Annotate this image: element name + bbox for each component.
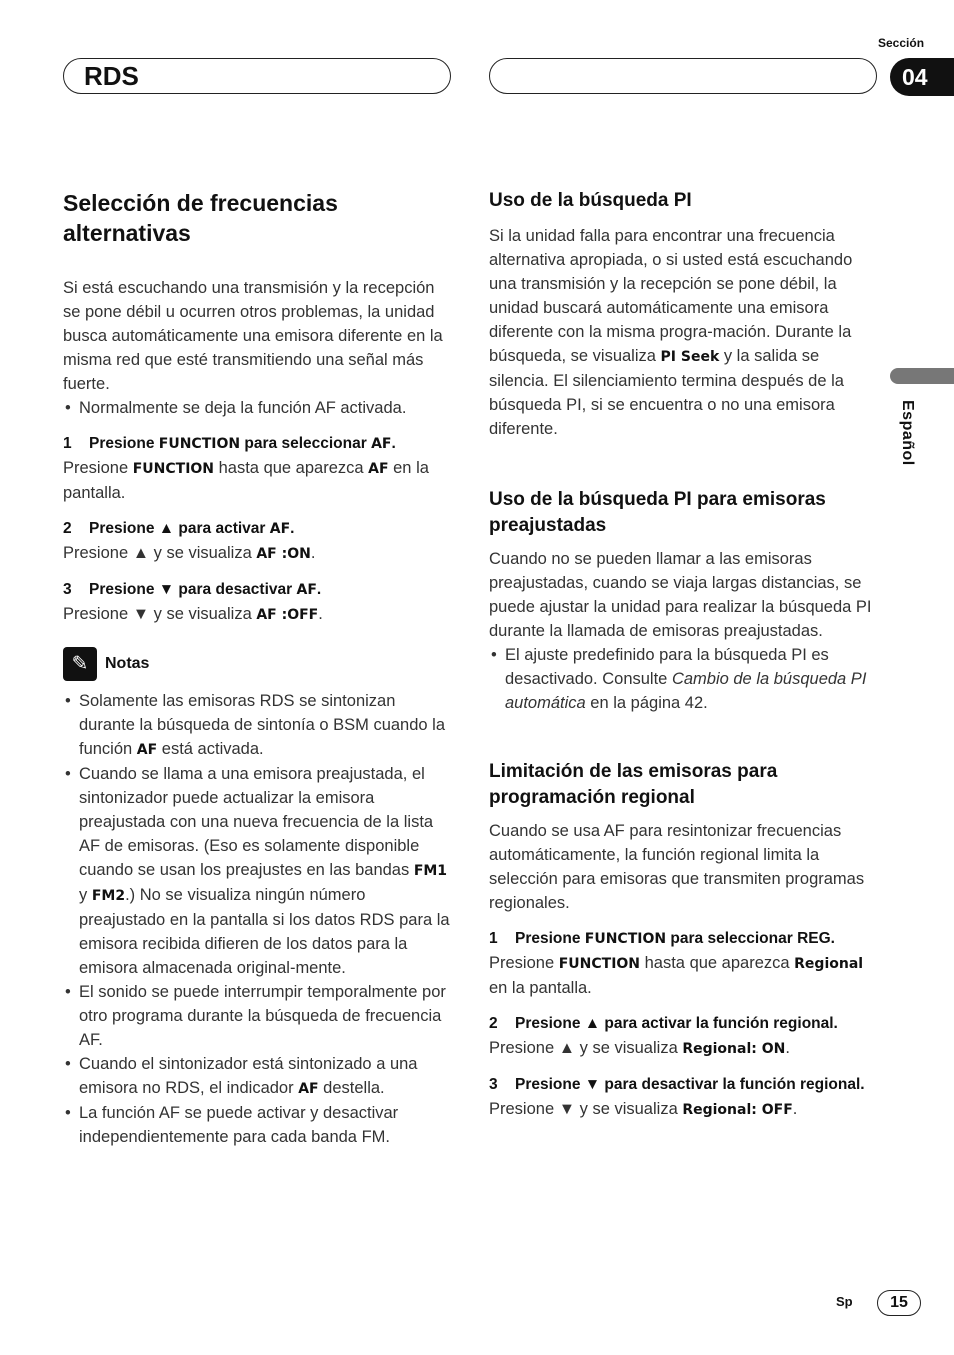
header-pill-left [63, 58, 451, 94]
note-item: • Cuando el sintonizador está sintonizado a una emisora no RDS, el indicador AF destella. [63, 1052, 455, 1101]
regional-body: Cuando se usa AF para resintonizar frecuencias automáticamente, la función regional limita la selección para emisoras que transmiten programas regionales. [489, 822, 865, 912]
note-item: • El sonido se puede interrumpir temporalmente por otro programa durante la búsqueda de frecuencia AF. [63, 980, 455, 1052]
reg-step-2-body: Presione ▲ y se visualiza Regional: ON. [489, 1039, 790, 1057]
af-step-3-heading: 3 Presione ▼ para desactivar AF. [63, 581, 322, 598]
left-column [63, 188, 455, 1149]
right-column [489, 188, 881, 1122]
af-step-1-body: Presione FUNCTION hasta que aparezca AF en la pantalla. [63, 459, 429, 502]
language-tab-bar [890, 368, 954, 384]
pi-preset-bullet: • El ajuste predefinido para la búsqueda PI es desactivado. Consulte Cambio de la búsqueda PI automática en la página 42. [489, 643, 881, 715]
pi-body: Si la unidad falla para encontrar una frecuencia alternativa apropiada, o si usted está escuchando una transmisión y la recepción se pone débil, la unidad buscará automáticamente una emisora diferente con la misma progra-mación. Durante la búsqueda, se visualiza PI Seek y la salida se silencia. El silenciamiento termina después de la búsqueda PI, si se encuentra o no una emisora diferente. [489, 227, 853, 438]
af-bullet: • Normalmente se deja la función AF activada. [63, 396, 455, 420]
reg-step-2-heading: 2 Presione ▲ para activar la función regional. [489, 1015, 838, 1032]
pi-heading: Uso de la búsqueda PI [489, 190, 692, 211]
reg-step-3-body: Presione ▼ y se visualiza Regional: OFF. [489, 1100, 798, 1118]
notes-title: Notas [105, 655, 150, 672]
note-item: • La función AF se puede activar y desactivar independientemente para cada banda FM. [63, 1101, 455, 1149]
notes-header [63, 647, 455, 681]
page-number: 15 [877, 1290, 921, 1316]
reg-step-3-heading: 3 Presione ▼ para desactivar la función regional. [489, 1076, 865, 1093]
section-label: Sección [878, 36, 925, 50]
af-step-2-body: Presione ▲ y se visualiza AF :ON. [63, 544, 316, 562]
note-item: • Cuando se llama a una emisora preajustada, el sintonizador puede actualizar la emisora preajustada con una nueva frecuencia de la lista AF de emisoras. (Eso es solamente disponible cuando se usan los preajustes en las bandas FM1 y FM2.) No se visualiza ningún número preajustado en la pantalla si los datos RDS para la emisora recibida difieren de los datos para la emisora almacenada original-mente. [63, 762, 455, 980]
af-section-heading: Selección de frecuencias alternativas [63, 190, 338, 246]
footer-language-code: Sp [836, 1294, 853, 1309]
section-title: RDS [84, 61, 139, 91]
af-step-3-body: Presione ▼ y se visualiza AF :OFF. [63, 605, 323, 623]
pi-preset-body: Cuando no se pueden llamar a las emisoras preajustadas, cuando se viaja largas distancias, se puede ajustar la unidad para realizar la búsqueda PI durante la llamada de emisoras preajustadas. [489, 550, 872, 640]
note-item: • Solamente las emisoras RDS se sintonizan durante la búsqueda de sintonía o BSM cuando la función AF está activada. [63, 689, 455, 762]
pi-preset-heading: Uso de la búsqueda PI para emisoras preajustadas [489, 489, 826, 536]
regional-heading: Limitación de las emisoras para programación regional [489, 761, 778, 808]
pencil-icon: ✎ [63, 647, 97, 681]
reg-step-1-heading: 1 Presione FUNCTION para seleccionar REG. [489, 930, 835, 947]
af-intro-text: Si está escuchando una transmisión y la recepción se pone débil u ocurren otros problemas, la unidad busca automáticamente una emisora diferente en la misma red que esté transmitiendo una señal más fuerte. [63, 279, 443, 393]
section-number-tab: 04 [890, 58, 954, 96]
af-step-2-heading: 2 Presione ▲ para activar AF. [63, 520, 295, 537]
af-step-1-heading: 1 Presione FUNCTION para seleccionar AF. [63, 435, 396, 452]
reg-step-1-body: Presione FUNCTION hasta que aparezca Regional en la pantalla. [489, 954, 864, 997]
language-label: Español [899, 400, 916, 466]
header-pill-right [489, 58, 877, 94]
